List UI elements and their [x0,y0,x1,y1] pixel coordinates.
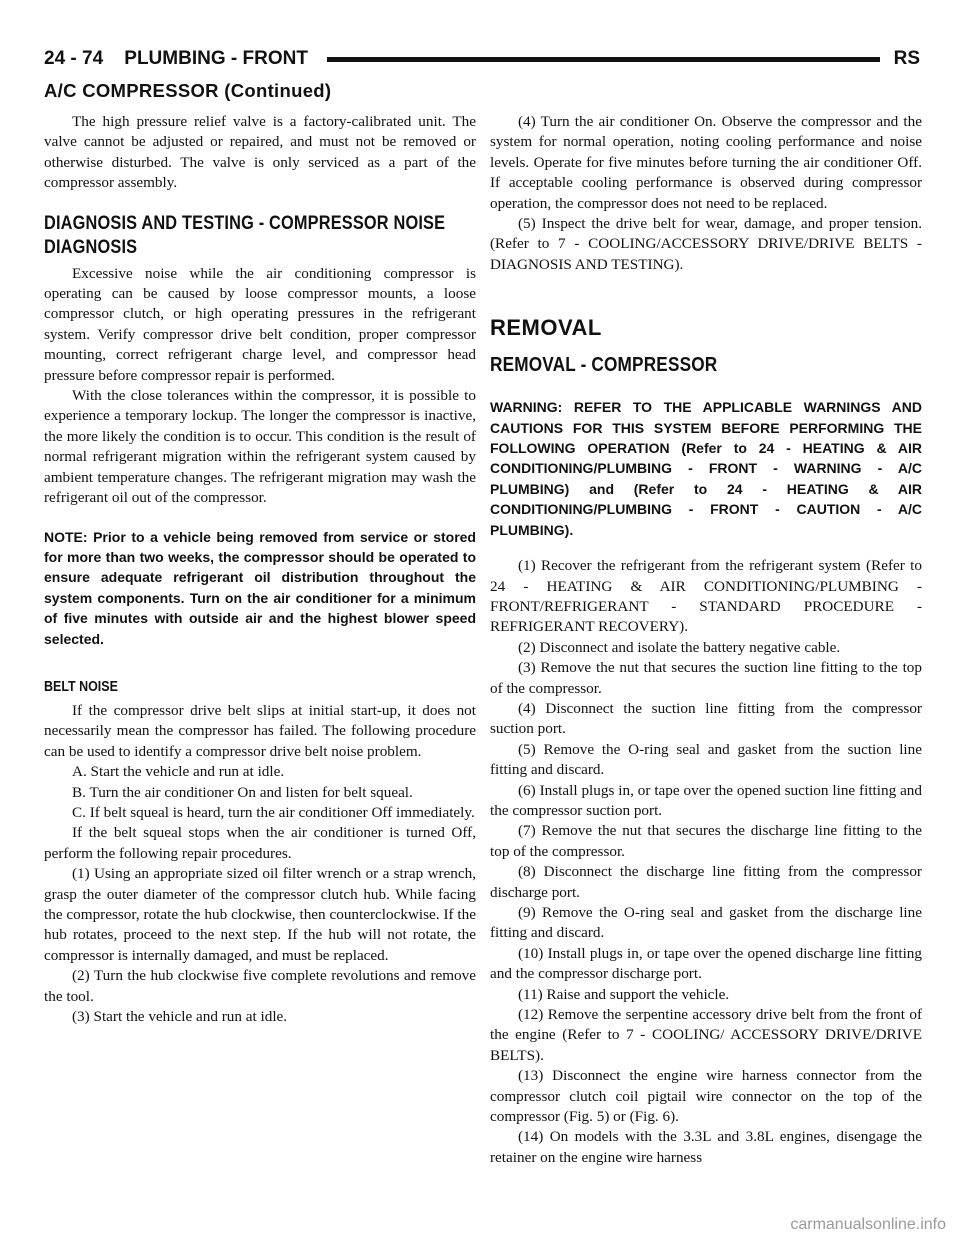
page-header [44,44,920,74]
removal-step-6: (6) Install plugs in, or tape over the opened suction line fitting and the compressor suction port. [490,781,922,819]
removal-step-9: (9) Remove the O-ring seal and gasket from the discharge line fitting and discard. [490,904,922,942]
removal-step-10: (10) Install plugs in, or tape over the opened discharge line fitting and the compressor discharge port. [490,944,922,983]
diagnosis-heading: DIAGNOSIS AND TESTING - COMPRESSOR NOISE DIAGNOSIS [44,212,446,258]
header-page-section [44,48,308,70]
step-1: (1) Using an appropriate sized oil filter wrench or a strap wrench, grasp the outer diameter of the compressor clutch hub. While facing the compressor, rotate the hub clockwise, then counterclockwise. If the hub rotates, proceed to the next step. If the hub will not rotate, the compressor is internally damaged, and must be replaced. [44,865,476,964]
removal-step-14: (14) On models with the 3.3L and 3.8L engines, disengage the retainer on the engine wire harness [490,1128,922,1166]
removal-step-13: (13) Disconnect the engine wire harness connector from the compressor clutch coil pigtail wire connector on the top of the compressor (Fig. 5) or (Fig. 6). [490,1067,922,1126]
removal-compressor-heading: REMOVAL - COMPRESSOR [490,354,718,377]
diagnosis-paragraph-1: Excessive noise while the air conditioning compressor is operating can be caused by loose compressor mounts, a loose compressor clutch, or high operating pressures in the refrigerant system. Verify compressor drive belt condition, proper compressor mounting, correct refrigerant charge level, and compressor head pressure before compressor repair is performed. [44,264,476,384]
belt-paragraph-2: If the belt squeal stops when the air conditioner is turned Off, perform the following repair procedures. [44,824,476,862]
belt-intro: If the compressor drive belt slips at initial start-up, it does not necessarily mean the compressor has failed. The following procedure can be used to identify a compressor drive belt noise problem. [44,701,476,760]
step-b: B. Turn the air conditioner On and listen for belt squeal. [72,783,413,801]
continued-title: A/C COMPRESSOR (Continued) [44,80,332,101]
page-reference: 24 - 74 [44,48,104,69]
step-a: A. Start the vehicle and run at idle. [72,763,285,781]
model-code: RS [893,48,920,69]
removal-step-5: (5) Remove the O-ring seal and gasket from the suction line fitting and discard. [490,740,922,779]
removal-step-2: (2) Disconnect and isolate the battery negative cable. [518,638,841,656]
removal-step-7: (7) Remove the nut that secures the discharge line fitting to the top of the compressor. [490,822,922,860]
belt-noise-heading: BELT NOISE [44,678,118,695]
section-title: PLUMBING - FRONT [124,48,308,69]
removal-step-11: (11) Raise and support the vehicle. [518,985,730,1003]
removal-step-3: (3) Remove the nut that secures the suction line fitting to the top of the compressor. [490,659,922,697]
warning-block: WARNING: REFER TO THE APPLICABLE WARNINGS AND CAUTIONS FOR THIS SYSTEM BEFORE PERFORMING THE FOLLOWING OPERATION (Refer to 24 - HEATING & AIR CONDITIONING/PLUMBING - FRONT - WARNING - A/C PLUMBING) and (Refer to 24 - HEATING & AIR CONDITIONING/PLUMBING - FRONT - CAUTION - A/C PLUMBING). [490,399,922,538]
left-column [44,112,476,1027]
step-5: (5) Inspect the drive belt for wear, damage, and proper tension. (Refer to 7 - COOLING/ACCESSORY DRIVE/DRIVE BELTS - DIAGNOSIS AND TESTING). [490,215,922,273]
step-4: (4) Turn the air conditioner On. Observe the compressor and the system for normal operation, noting cooling performance and noise levels. Operate for five minutes before turning the air conditioner Off. If acceptable cooling performance is observed during compressor operation, the compressor does not need to be replaced. [490,113,922,212]
step-3: (3) Start the vehicle and run at idle. [72,1008,288,1026]
removal-step-4: (4) Disconnect the suction line fitting from the compressor suction port. [490,699,922,738]
removal-step-1: (1) Recover the refrigerant from the refrigerant system (Refer to 24 - HEATING & AIR CONDITIONING/PLUMBING - FRONT/REFRIGERANT - STANDARD PROCEDURE - REFRIGERANT RECOVERY). [490,557,922,636]
watermark: carmanualsonline.info [790,1216,946,1233]
removal-heading: REMOVAL [490,315,602,341]
note-block: NOTE: Prior to a vehicle being removed from service or stored for more than two weeks, the compressor should be operated to ensure adequate refrigerant oil distribution throughout the system components. Turn on the air conditioner for a minimum of five minutes with outside air and the highest blower speed selected. [44,528,476,647]
removal-step-8: (8) Disconnect the discharge line fitting from the compressor discharge port. [490,863,922,901]
intro-paragraph: The high pressure relief valve is a factory-calibrated unit. The valve cannot be adjusted or repaired, and must not be removed or otherwise disturbed. The valve is only serviced as a part of the compressor assembly. [44,113,476,192]
step-c: C. If belt squeal is heard, turn the air conditioner Off immediately. [72,803,475,821]
step-2: (2) Turn the hub clockwise five complete revolutions and remove the tool. [44,967,476,1005]
diagnosis-paragraph-2: With the close tolerances within the compressor, it is possible to experience a temporary lockup. The longer the compressor is inactive, the more likely the condition is to occur. This condition is the result of normal refrigerant migration within the refrigerant system caused by ambient temperature changes. The refrigerant migration may wash the refrigerant oil out of the compressor. [44,387,476,507]
header-rule [327,57,880,62]
right-column [490,112,922,1168]
removal-step-12: (12) Remove the serpentine accessory drive belt from the front of the engine (Refer to 7 - COOLING/ ACCESSORY DRIVE/DRIVE BELTS). [490,1006,922,1064]
